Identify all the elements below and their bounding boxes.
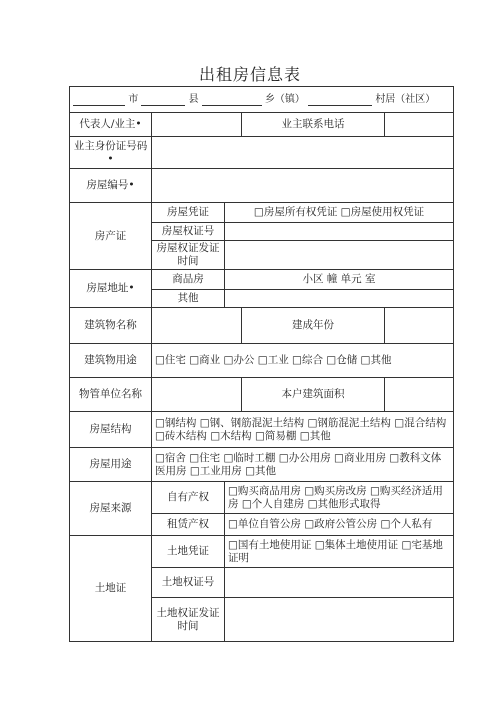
house-no-label: 房屋编号•: [70, 169, 152, 203]
land-cert-label: 土地证: [70, 536, 152, 642]
rental-info-form: [69, 86, 454, 642]
owner-id-value[interactable]: [152, 137, 454, 169]
land-voucher-label: 土地凭证: [152, 536, 225, 568]
house-cert-time-label: 房屋权证发证时间: [152, 241, 225, 270]
rented-label: 租赁产权: [152, 514, 225, 536]
house-voucher-label: 房屋凭证: [152, 203, 225, 223]
unit-area-value[interactable]: [385, 378, 454, 412]
building-name-label: 建筑物名称: [70, 308, 152, 344]
structure-options[interactable]: □钢结构 □钢、钢筋混泥土结构 □钢筋混泥土结构 □混合结构 □砖木结构 □木结构 □简易棚 □其他: [152, 412, 454, 448]
house-voucher-options[interactable]: □房屋所有权凭证 □房屋使用权凭证: [225, 203, 454, 223]
building-use-options[interactable]: □住宅 □商业 □办公 □工业 □综合 □仓储 □其他: [152, 344, 454, 378]
self-owned-label: 自有产权: [152, 482, 225, 514]
house-use-label: 房屋用途: [70, 448, 152, 482]
building-use-label: 建筑物用途: [70, 344, 152, 378]
property-mgmt-label: 物管单位名称: [70, 378, 152, 412]
property-mgmt-value[interactable]: [152, 378, 242, 412]
owner-id-label: 业主身份证号码•: [70, 137, 152, 169]
township-blank[interactable]: [202, 94, 262, 106]
owner-phone-value[interactable]: [385, 113, 454, 137]
house-no-value[interactable]: [152, 169, 454, 203]
other-label: 其他: [152, 290, 225, 308]
township-label: 乡（镇）: [264, 94, 305, 105]
structure-label: 房屋结构: [70, 412, 152, 448]
unit-area-label: 本户建筑面积: [242, 378, 385, 412]
build-year-label: 建成年份: [242, 308, 385, 344]
land-voucher-options[interactable]: □国有土地使用证 □集体土地使用证 □宅基地证明: [225, 536, 454, 568]
self-owned-options[interactable]: □购买商品用房 □购买房改房 □购买经济适用房 □个人自建房 □其他形式取得: [225, 482, 454, 514]
source-label: 房屋来源: [70, 482, 152, 536]
rented-options[interactable]: □单位自管公房 □政府公管公房 □个人私有: [225, 514, 454, 536]
commercial-label: 商品房: [152, 270, 225, 290]
house-use-options[interactable]: □宿舍 □住宅 □临时工棚 □办公用房 □商业用房 □教科文体医用房 □工业用房 □其他: [152, 448, 454, 482]
land-cert-time-value[interactable]: [225, 598, 454, 642]
land-cert-time-label: 土地权证发证时间: [152, 598, 225, 642]
build-year-value[interactable]: [385, 308, 454, 344]
village-label: 村居（社区）: [375, 94, 436, 105]
building-name-value[interactable]: [152, 308, 242, 344]
house-addr-label: 房屋地址•: [70, 270, 152, 308]
address-row: [70, 87, 454, 113]
other-value[interactable]: [225, 290, 454, 308]
land-cert-no-label: 土地权证号: [152, 568, 225, 598]
city-blank[interactable]: [73, 94, 125, 106]
commercial-value[interactable]: 小区 幢 单元 室: [225, 270, 454, 290]
house-cert-no-value[interactable]: [225, 223, 454, 241]
land-cert-no-value[interactable]: [225, 568, 454, 598]
house-cert-no-label: 房屋权证号: [152, 223, 225, 241]
county-label: 县: [188, 94, 199, 105]
county-blank[interactable]: [141, 94, 185, 106]
rep-value[interactable]: [152, 113, 242, 137]
property-cert-label: 房产证: [70, 203, 152, 270]
rep-label: 代表人/业主•: [70, 113, 152, 137]
owner-phone-label: 业主联系电话: [242, 113, 385, 137]
form-title: 出租房信息表: [198, 65, 301, 84]
city-label: 市: [128, 94, 139, 105]
address-line: [70, 87, 454, 113]
village-blank[interactable]: [308, 94, 372, 106]
house-cert-time-value[interactable]: [225, 241, 454, 270]
